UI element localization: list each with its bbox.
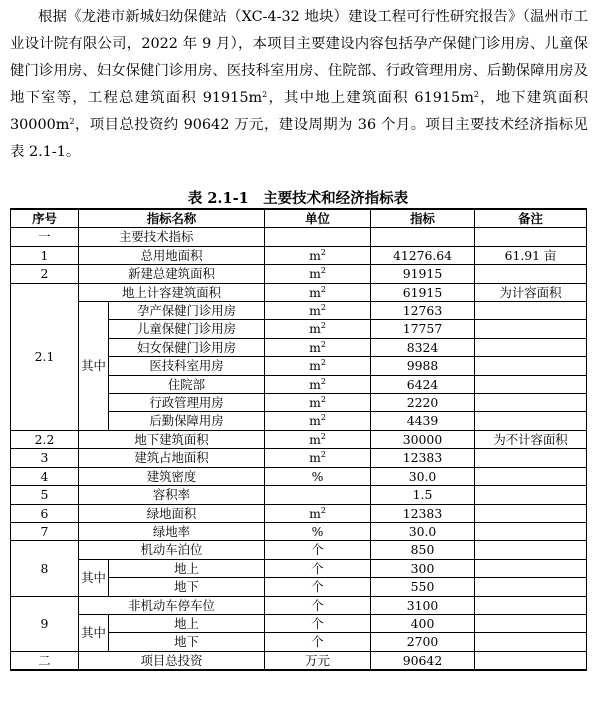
cell-unit bbox=[265, 430, 371, 448]
cell-name: 孕产保健门诊用房 bbox=[109, 302, 265, 320]
cell-name: 绿地率 bbox=[79, 522, 265, 540]
cell-note bbox=[475, 320, 587, 338]
cell-name: 医技科室用房 bbox=[109, 357, 265, 375]
superscript: 2 bbox=[320, 284, 326, 294]
cell-name: 后勤保障用房 bbox=[109, 412, 265, 430]
cell-note: 为不计容面积 bbox=[475, 430, 587, 448]
cell-unit: 个 bbox=[265, 633, 371, 651]
unit-text: m bbox=[309, 247, 321, 263]
cell-note bbox=[475, 302, 587, 320]
superscript: 2 bbox=[320, 505, 326, 515]
cell-name: 项目总投资 bbox=[79, 651, 265, 670]
cell-note bbox=[475, 265, 587, 283]
cell-value: 4439 bbox=[371, 412, 475, 430]
cell-note bbox=[475, 504, 587, 522]
cell-name: 新建总建筑面积 bbox=[79, 265, 265, 283]
superscript: 2 bbox=[320, 247, 326, 257]
unit-text: m bbox=[309, 505, 321, 521]
table-row bbox=[11, 596, 587, 614]
cell-name: 建筑密度 bbox=[79, 467, 265, 485]
superscript: 2 bbox=[320, 358, 326, 368]
cell-no: 2 bbox=[11, 265, 79, 283]
cell-name: 建筑占地面积 bbox=[79, 449, 265, 467]
cell-no: 9 bbox=[11, 596, 79, 651]
cell-name: 妇女保健门诊用房 bbox=[109, 338, 265, 356]
superscript: 2 bbox=[320, 376, 326, 386]
cell-unit bbox=[265, 265, 371, 283]
cell-value: 90642 bbox=[371, 651, 475, 670]
header-value: 指标 bbox=[371, 209, 475, 228]
cell-value: 61915 bbox=[371, 283, 475, 301]
table-row bbox=[11, 283, 587, 301]
table-row bbox=[11, 265, 587, 283]
cell-value: 91915 bbox=[371, 265, 475, 283]
cell-qizhong: 其中 bbox=[79, 614, 109, 651]
cell-no: 2.2 bbox=[11, 430, 79, 448]
cell-value: 2700 bbox=[371, 633, 475, 651]
cell-value: 12383 bbox=[371, 504, 475, 522]
unit-text: m bbox=[309, 266, 321, 282]
cell-unit bbox=[265, 486, 371, 504]
cell-note bbox=[475, 522, 587, 540]
superscript: 2 bbox=[320, 395, 326, 405]
cell-qizhong: 其中 bbox=[79, 559, 109, 596]
cell-name: 住院部 bbox=[109, 375, 265, 393]
cell-unit: 个 bbox=[265, 578, 371, 596]
cell-unit: 个 bbox=[265, 559, 371, 577]
cell-value: 41276.64 bbox=[371, 246, 475, 264]
cell-name: 总用地面积 bbox=[79, 246, 265, 264]
cell-qizhong: 其中 bbox=[79, 302, 109, 431]
unit-text: m bbox=[309, 284, 321, 300]
cell-unit bbox=[265, 449, 371, 467]
cell-note bbox=[475, 596, 587, 614]
unit-text: m bbox=[309, 431, 321, 447]
cell-name: 地下 bbox=[109, 633, 265, 651]
table-row bbox=[11, 430, 587, 448]
cell-value: 12763 bbox=[371, 302, 475, 320]
cell-unit bbox=[265, 302, 371, 320]
superscript: 2 bbox=[69, 117, 75, 126]
unit-text: m bbox=[309, 321, 321, 337]
table-header-row bbox=[11, 209, 587, 228]
cell-name: 地上计容建筑面积 bbox=[79, 283, 265, 301]
cell-name: 行政管理用房 bbox=[109, 394, 265, 412]
cell-name: 地上 bbox=[109, 559, 265, 577]
cell-name: 地下 bbox=[109, 578, 265, 596]
paragraph-text: ，地下建筑面积 30000m bbox=[10, 90, 589, 133]
cell-note bbox=[475, 357, 587, 375]
cell-no: 4 bbox=[11, 467, 79, 485]
superscript: 2 bbox=[320, 431, 326, 441]
superscript: 2 bbox=[320, 339, 326, 349]
table-row bbox=[11, 228, 587, 246]
cell-value: 30.0 bbox=[371, 522, 475, 540]
cell-note bbox=[475, 578, 587, 596]
table-row bbox=[11, 246, 587, 264]
intro-paragraph bbox=[10, 4, 588, 166]
table-row bbox=[11, 467, 587, 485]
indicator-table bbox=[10, 208, 587, 671]
cell-value: 9988 bbox=[371, 357, 475, 375]
cell-note bbox=[475, 541, 587, 559]
cell-unit: 个 bbox=[265, 596, 371, 614]
cell-no: 8 bbox=[11, 541, 79, 596]
cell-unit bbox=[265, 504, 371, 522]
unit-text: m bbox=[309, 376, 321, 392]
cell-no: 5 bbox=[11, 486, 79, 504]
cell-note: 为计容面积 bbox=[475, 283, 587, 301]
cell-note bbox=[475, 375, 587, 393]
cell-unit: 个 bbox=[265, 541, 371, 559]
cell-unit bbox=[265, 283, 371, 301]
unit-text: m bbox=[309, 450, 321, 466]
paragraph-text: ，其中地上建筑面积 61915m bbox=[267, 90, 474, 106]
cell-note bbox=[475, 559, 587, 577]
cell-value: 400 bbox=[371, 614, 475, 632]
table-caption: 表 2.1-1 主要技术和经济指标表 bbox=[187, 190, 409, 207]
table-row bbox=[11, 504, 587, 522]
cell-note bbox=[475, 633, 587, 651]
cell-no: 7 bbox=[11, 522, 79, 540]
table-row bbox=[11, 559, 587, 577]
cell-note bbox=[475, 228, 587, 246]
cell-name: 容积率 bbox=[79, 486, 265, 504]
cell-value: 2220 bbox=[371, 394, 475, 412]
unit-text: m bbox=[309, 395, 321, 411]
table-row bbox=[11, 522, 587, 540]
paragraph-text: 根据《龙港市新城妇幼保健站（XC-4-32 地块）建设工程可行性研究报告》（温州市工业设计院有限公司，2022 年 9 月），本项目主要建设内容包括孕产保健门诊用房、儿童保健门诊用房、妇女保健门诊用房、医技科室用房、住院部、行政管理用房、后勤保障用房及地下室等，工程总建筑面积 91915m bbox=[10, 9, 588, 106]
cell-name: 主要技术指标 bbox=[79, 228, 265, 246]
cell-unit bbox=[265, 357, 371, 375]
unit-text: m bbox=[309, 303, 321, 319]
cell-note bbox=[475, 338, 587, 356]
superscript: 2 bbox=[473, 90, 479, 99]
cell-value: 17757 bbox=[371, 320, 475, 338]
cell-name: 非机动车停车位 bbox=[79, 596, 265, 614]
cell-unit: % bbox=[265, 522, 371, 540]
cell-unit bbox=[265, 320, 371, 338]
cell-value: 12383 bbox=[371, 449, 475, 467]
cell-unit bbox=[265, 246, 371, 264]
cell-unit bbox=[265, 338, 371, 356]
superscript: 2 bbox=[320, 303, 326, 313]
cell-unit bbox=[265, 394, 371, 412]
cell-name: 地下建筑面积 bbox=[79, 430, 265, 448]
header-unit: 单位 bbox=[265, 209, 371, 228]
header-note: 备注 bbox=[475, 209, 587, 228]
cell-unit bbox=[265, 228, 371, 246]
cell-note: 61.91 亩 bbox=[475, 246, 587, 264]
header-name: 指标名称 bbox=[79, 209, 265, 228]
cell-note bbox=[475, 486, 587, 504]
cell-name: 地上 bbox=[109, 614, 265, 632]
cell-no: 一 bbox=[11, 228, 79, 246]
cell-name: 机动车泊位 bbox=[79, 541, 265, 559]
cell-value: 850 bbox=[371, 541, 475, 559]
cell-unit bbox=[265, 375, 371, 393]
cell-note bbox=[475, 467, 587, 485]
table-row bbox=[11, 541, 587, 559]
cell-value: 3100 bbox=[371, 596, 475, 614]
cell-name: 绿地面积 bbox=[79, 504, 265, 522]
header-no: 序号 bbox=[11, 209, 79, 228]
unit-text: m bbox=[309, 358, 321, 374]
cell-note bbox=[475, 449, 587, 467]
cell-unit bbox=[265, 412, 371, 430]
cell-value bbox=[371, 228, 475, 246]
cell-unit: 万元 bbox=[265, 651, 371, 670]
cell-value: 1.5 bbox=[371, 486, 475, 504]
unit-text: m bbox=[309, 339, 321, 355]
cell-value: 6424 bbox=[371, 375, 475, 393]
superscript: 2 bbox=[320, 321, 326, 331]
cell-note bbox=[475, 412, 587, 430]
cell-name: 儿童保健门诊用房 bbox=[109, 320, 265, 338]
cell-note bbox=[475, 394, 587, 412]
table-row bbox=[11, 449, 587, 467]
cell-value: 550 bbox=[371, 578, 475, 596]
cell-no: 6 bbox=[11, 504, 79, 522]
cell-no: 1 bbox=[11, 246, 79, 264]
table-row bbox=[11, 651, 587, 670]
cell-no: 3 bbox=[11, 449, 79, 467]
cell-value: 300 bbox=[371, 559, 475, 577]
cell-value: 30.0 bbox=[371, 467, 475, 485]
superscript: 2 bbox=[320, 450, 326, 460]
superscript: 2 bbox=[320, 266, 326, 276]
cell-note bbox=[475, 614, 587, 632]
table-row bbox=[11, 486, 587, 504]
cell-unit: 个 bbox=[265, 614, 371, 632]
superscript: 2 bbox=[320, 413, 326, 423]
cell-no: 2.1 bbox=[11, 283, 79, 430]
unit-text: m bbox=[309, 413, 321, 429]
table-row bbox=[11, 302, 587, 320]
cell-note bbox=[475, 651, 587, 670]
cell-value: 30000 bbox=[371, 430, 475, 448]
cell-no: 二 bbox=[11, 651, 79, 670]
cell-unit: % bbox=[265, 467, 371, 485]
superscript: 2 bbox=[262, 90, 268, 99]
paragraph-text: ，项目总投资约 90642 万元，建设周期为 36 个月。项目主要技术经济指标见表 2.1-1。 bbox=[10, 117, 588, 160]
cell-value: 8324 bbox=[371, 338, 475, 356]
table-row bbox=[11, 614, 587, 632]
